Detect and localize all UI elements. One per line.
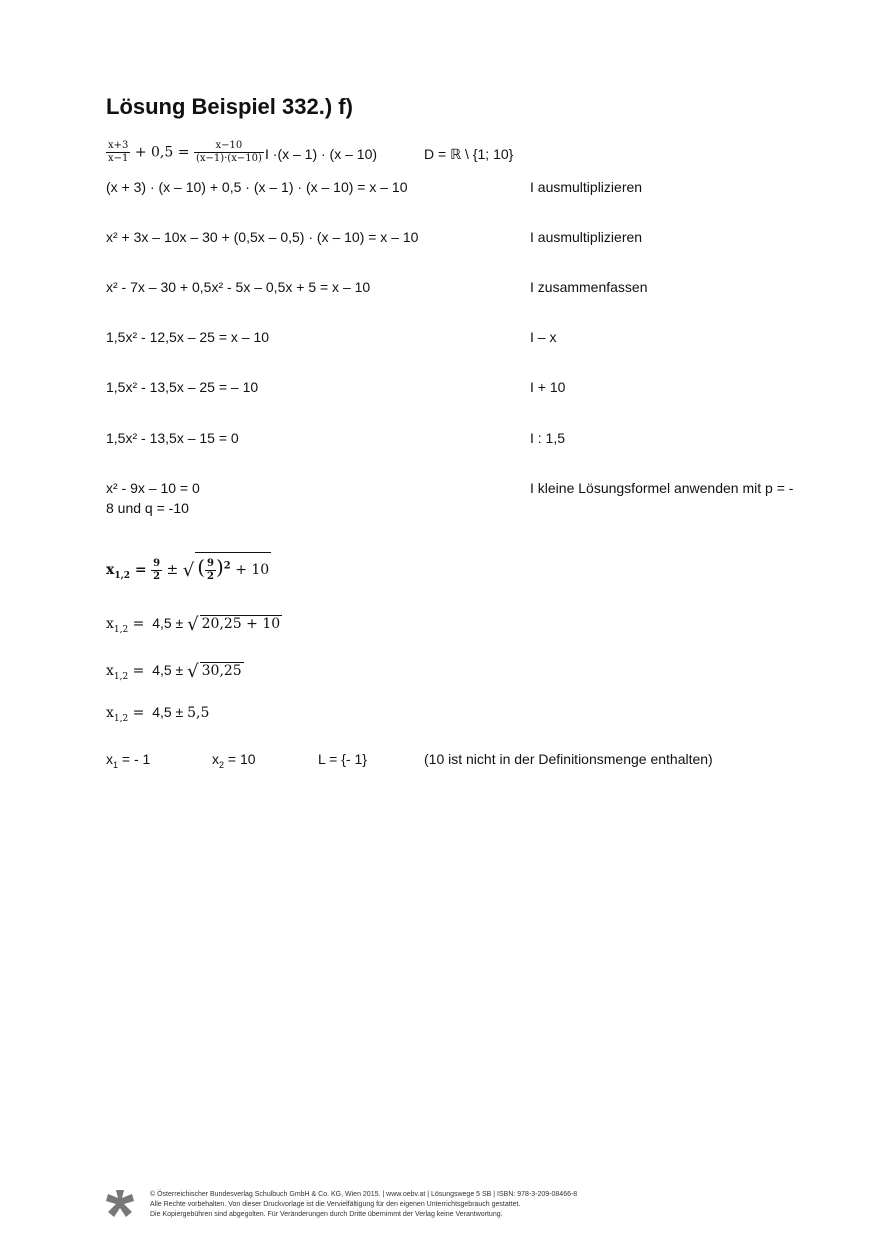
- frac-den: (x−1)·(x−10): [195, 153, 262, 164]
- remark: (10 ist nicht in der Definitionsmenge enthalten): [424, 751, 713, 767]
- frac-den: 2: [207, 570, 214, 582]
- sqrt-icon: √: [187, 661, 199, 682]
- result-x1: $x_1$ = - 1: [106, 751, 151, 770]
- step-expr: 1,5x² - 13,5x – 25 = – 10: [106, 379, 259, 395]
- sqrt-icon: √: [187, 614, 199, 635]
- initial-equation: [106, 140, 264, 165]
- footer: [150, 1190, 577, 1220]
- frac-den: x−1: [108, 153, 129, 164]
- domain: D = ℝ \ {1; 10}: [424, 146, 514, 162]
- plus-term: + 10: [235, 562, 270, 578]
- step-note: I ausmultiplizieren: [530, 229, 643, 245]
- lhs-sub: 1,2: [114, 570, 131, 581]
- result-x2: $x_2 = 10$: [212, 751, 256, 770]
- frac-num: 9: [207, 557, 214, 569]
- exponent: 2: [223, 560, 231, 572]
- step-note: I – x: [530, 329, 557, 345]
- wrap-line: 8 und q = -10: [106, 500, 189, 516]
- step-expr: x² + 3x – 10x – 30 + (0,5x – 0,5) · (x – 10) = x – 10: [106, 229, 419, 245]
- sqrt-icon: √: [182, 560, 195, 581]
- step-expr: 1,5x² - 12,5x – 25 = x – 10: [106, 329, 270, 345]
- calc-line: $x_{1,2} = 4,5 \pm 5,5$: [106, 704, 210, 724]
- frac-num: 9: [153, 557, 161, 569]
- frac-num: x+3: [108, 140, 129, 151]
- step-note: I : 1,5: [530, 430, 566, 446]
- footer-line: Die Kopiergebühren sind abgegolten. Für Veränderungen durch Dritte übernimmt der Verlag keine Verantwortung.: [150, 1211, 503, 1218]
- operation-note: I ·(x – 1) · (x – 10): [265, 146, 378, 162]
- step-note: I zusammenfassen: [530, 279, 648, 295]
- step-expr: x² - 9x – 10 = 0: [106, 480, 200, 496]
- page-title: Lösung Beispiel 332.) f): [106, 94, 353, 119]
- step-note: I + 10: [530, 379, 566, 395]
- step-expr: 1,5x² - 13,5x – 15 = 0: [106, 430, 239, 446]
- frac-den: 2: [153, 570, 161, 582]
- lhs-x: x: [106, 562, 115, 578]
- calc-line: $x_{1,2} = 4,5$ ± √ 30,25: [106, 661, 242, 682]
- plus-minus: ±: [166, 562, 179, 578]
- publisher-logo-icon: [104, 1188, 136, 1220]
- frac-num: x−10: [194, 140, 264, 153]
- step-note: I ausmultiplizieren: [530, 179, 643, 195]
- plus-term: + 0,5 =: [134, 144, 190, 161]
- equals-sign: =: [134, 562, 147, 578]
- step-note: I kleine Lösungsformel anwenden mit p = -: [530, 480, 794, 496]
- step-expr: (x + 3) · (x – 10) + 0,5 · (x – 1) · (x – 10) = x – 10: [106, 179, 408, 195]
- calc-line: $x_{1,2} = 4,5$ ± √ 20,25 + 10: [106, 614, 281, 635]
- quadratic-formula: $x_{1,2}$ = $\frac{9}{2}$ ± √ ( $\frac{9}{2}$ )$^2$ + 10: [106, 552, 271, 583]
- step-expr: x² - 7x – 30 + 0,5x² - 5x – 0,5x + 5 = x – 10: [106, 279, 371, 295]
- footer-line: © Österreichischer Bundesverlag Schulbuch GmbH & Co. KG, Wien 2015. | www.oebv.at | Lösungswege 5 SB | ISBN: 978-3-209-08466-8: [150, 1191, 578, 1198]
- solution-set: L = {- 1}: [318, 751, 367, 767]
- footer-line: Alle Rechte vorbehalten. Von dieser Druckvorlage ist die Vervielfältigung für den eigenen Unterrichtsgebrauch gestattet.: [150, 1201, 521, 1208]
